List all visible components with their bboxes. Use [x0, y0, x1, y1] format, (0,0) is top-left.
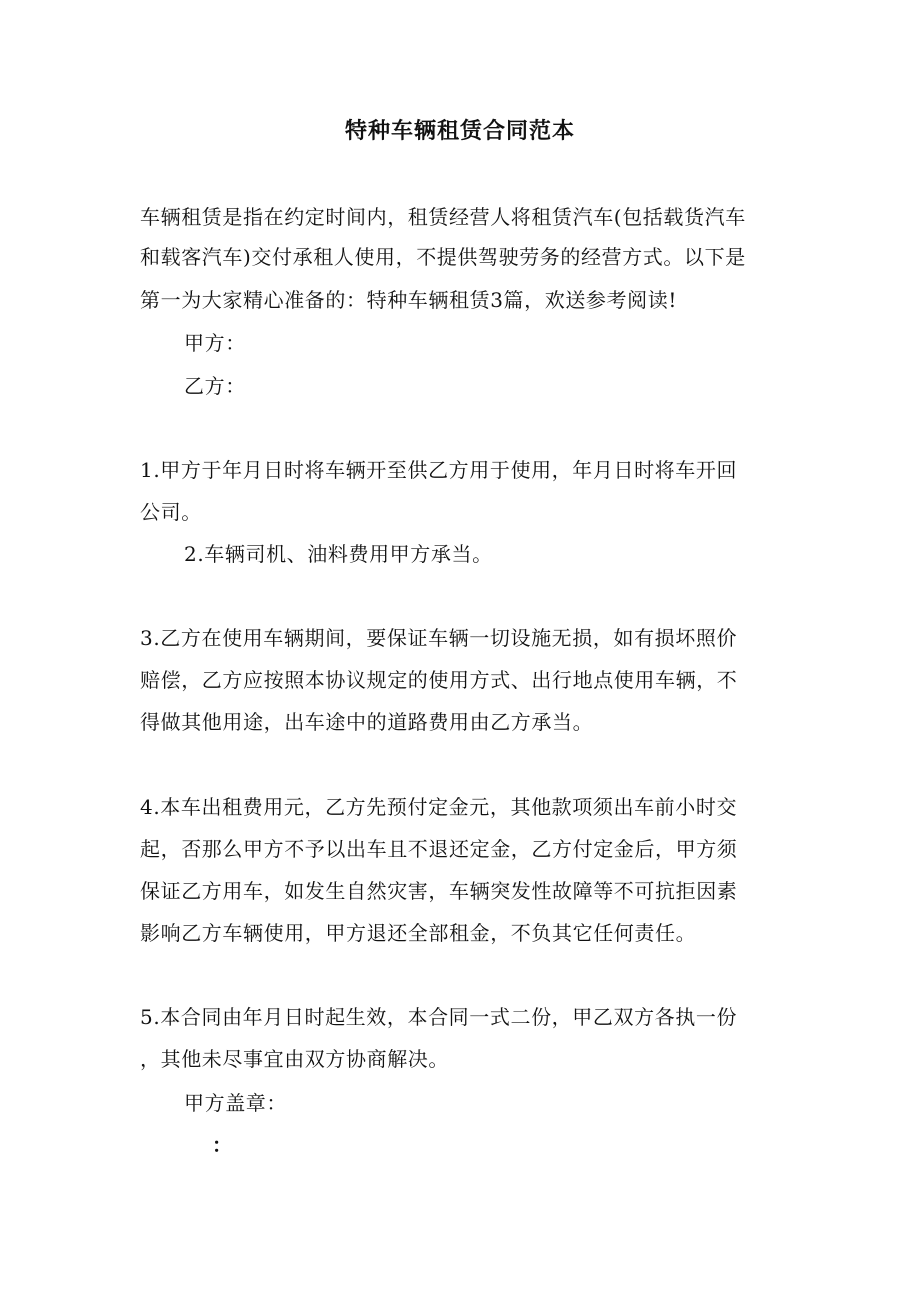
party-a-label: 甲方：: [184, 331, 246, 355]
intro-line-2: 和载客汽车)交付承租人使用，不提供驾驶劳务的经营方式。以下是: [140, 245, 746, 269]
clause-4-line-2: 起，否那么甲方不予以出车且不退还定金，乙方付定金后，甲方须: [140, 837, 738, 861]
clause-5-line-2: ，其他未尽事宜由双方协商解决。: [140, 1047, 449, 1071]
clause-4-line-1: 4.本车出租费用元，乙方先预付定金元，其他款项须出车前小时交: [140, 795, 738, 819]
party-a-seal-label: 甲方盖章：: [184, 1091, 287, 1115]
clause-4-line-4: 影响乙方车辆使用，甲方退还全部租金，不负其它任何责任。: [140, 921, 697, 945]
party-b-label: 乙方：: [184, 374, 246, 398]
clause-1-line-1: 1.甲方于年月日时将车辆开至供乙方用于使用，年月日时将车开回: [140, 458, 738, 482]
clause-5-line-1: 5.本合同由年月日时起生效，本合同一式二份，甲乙双方各执一份: [140, 1005, 738, 1029]
intro-line-3: 第一为大家精心准备的：特种车辆租赁3篇，欢送参考阅读!: [140, 288, 677, 312]
trailing-colon: ：: [212, 1133, 233, 1157]
clause-2: 2.车辆司机、油料费用甲方承当。: [184, 542, 493, 566]
document-title: 特种车辆租赁合同范本: [344, 119, 575, 144]
clause-3-line-3: 得做其他用途，出车途中的道路费用由乙方承当。: [140, 710, 594, 734]
clause-1-line-2: 公司。: [140, 500, 202, 524]
clause-3-line-1: 3.乙方在使用车辆期间，要保证车辆一切设施无损，如有损坏照价: [140, 626, 738, 650]
clause-3-line-2: 赔偿，乙方应按照本协议规定的使用方式、出行地点使用车辆，不: [140, 668, 738, 692]
clause-4-line-3: 保证乙方用车，如发生自然灾害，车辆突发性故障等不可抗拒因素: [140, 879, 738, 903]
intro-line-1: 车辆租赁是指在约定时间内，租赁经营人将租赁汽车(包括载货汽车: [140, 205, 746, 229]
